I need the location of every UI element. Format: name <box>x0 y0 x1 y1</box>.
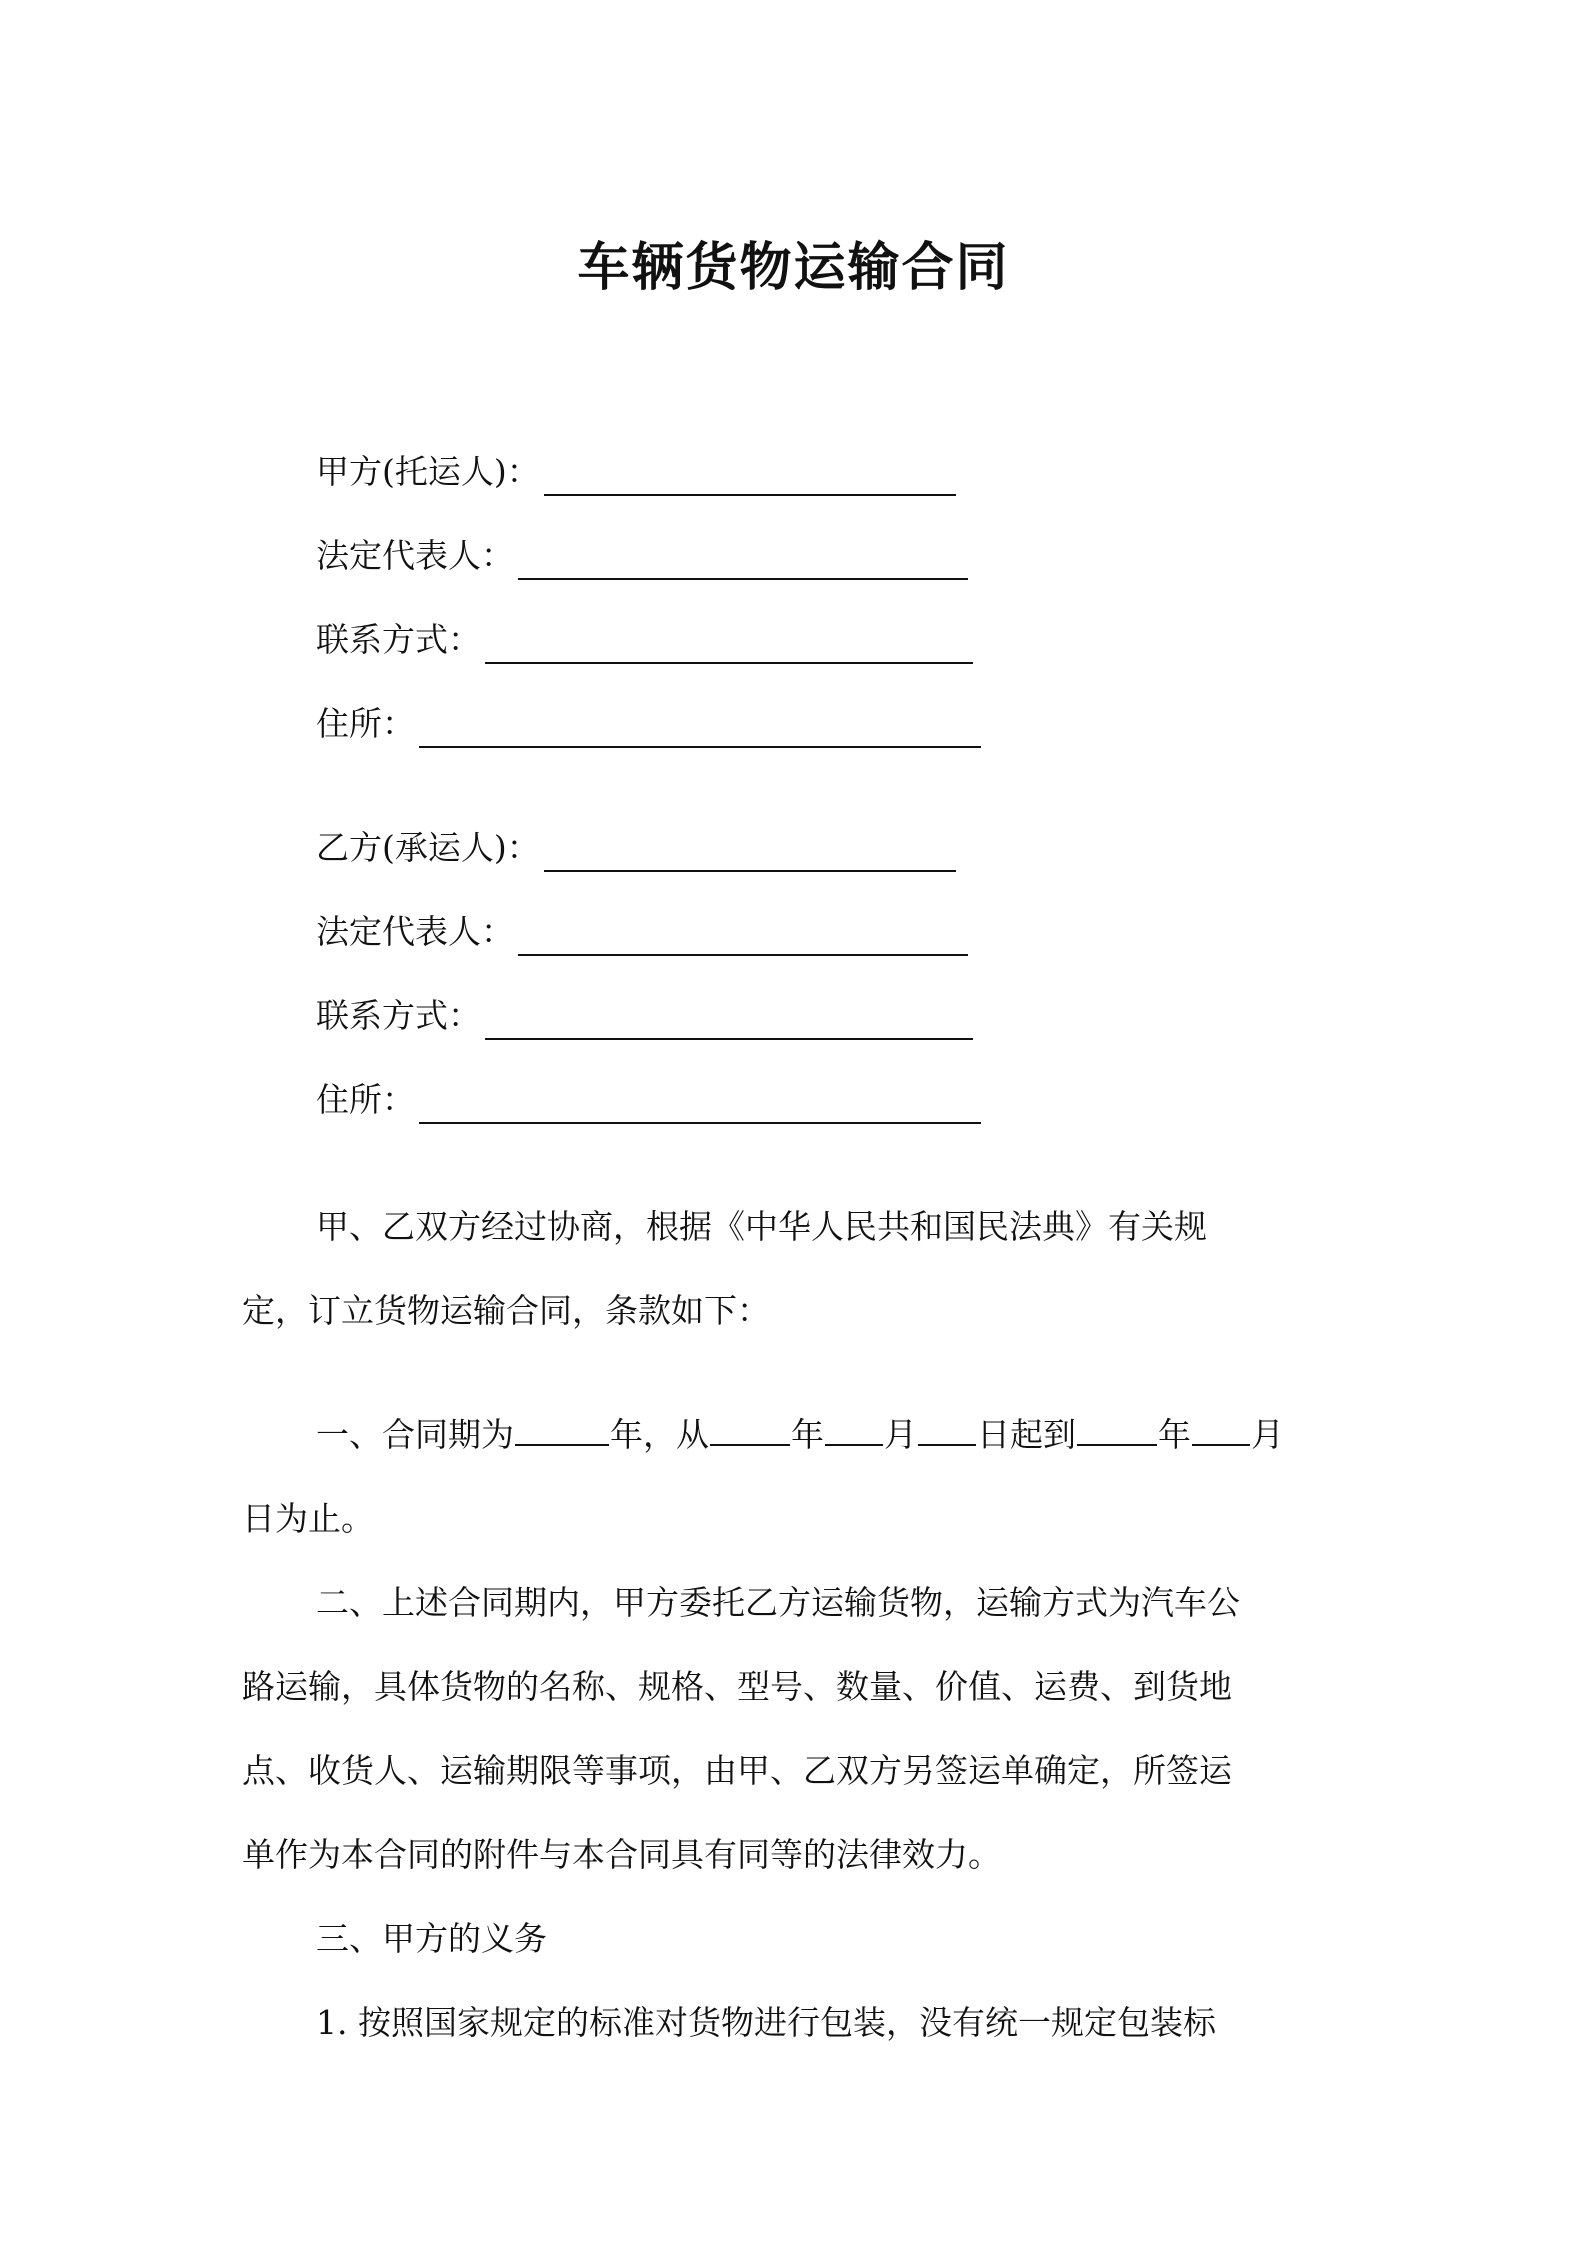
clause-1-line-1 <box>242 1394 1342 1476</box>
party-a-rep-label: 法定代表人： <box>316 536 514 575</box>
party-b-address-blank[interactable] <box>419 1082 981 1124</box>
clause-1-text-year-2: 年 <box>1158 1415 1191 1454</box>
start-month-blank[interactable] <box>825 1408 883 1446</box>
preamble-line-1 <box>242 1186 1342 1268</box>
clause-3-heading-text: 三、甲方的义务 <box>316 1919 547 1958</box>
clause-2-text-1: 二、上述合同期内，甲方委托乙方运输货物，运输方式为汽车公 <box>316 1583 1240 1622</box>
clause-1-text-term: 一、合同期为 <box>316 1415 514 1454</box>
party-b-rep-field <box>316 908 968 956</box>
party-b-name-field <box>316 824 956 872</box>
party-b-address-field <box>316 1076 981 1124</box>
clause-3-item-1 <box>242 1982 1342 2064</box>
preamble-text-1: 甲、乙双方经过协商，根据《中华人民共和国民法典》有关规 <box>316 1207 1207 1246</box>
end-month-blank[interactable] <box>1192 1408 1250 1446</box>
party-b-contact-blank[interactable] <box>485 998 973 1040</box>
clause-2-line-4: 单作为本合同的附件与本合同具有同等的法律效力。 <box>242 1835 1001 1874</box>
clause-1-text-month: 月 <box>884 1415 917 1454</box>
start-year-blank[interactable] <box>710 1408 790 1446</box>
party-b-contact-field <box>316 992 973 1040</box>
clause-3-item-1-text: 1. 按照国家规定的标准对货物进行包装，没有统一规定包装标 <box>316 2003 1216 2042</box>
party-b-name-label: 乙方(承运人)： <box>316 828 540 867</box>
clause-1-text-from: 年，从 <box>610 1415 709 1454</box>
party-b-rep-blank[interactable] <box>518 914 968 956</box>
party-b-name-blank[interactable] <box>544 830 956 872</box>
clause-1-text-year: 年 <box>791 1415 824 1454</box>
clause-1-line-2: 日为止。 <box>242 1499 374 1538</box>
party-a-name-label: 甲方(托运人)： <box>316 452 540 491</box>
clause-2-line-2: 路运输，具体货物的名称、规格、型号、数量、价值、运费、到货地 <box>242 1667 1232 1706</box>
party-a-name-field <box>316 448 956 496</box>
clause-2-line-3: 点、收货人、运输期限等事项，由甲、乙双方另签运单确定，所签运 <box>242 1751 1232 1790</box>
clause-1-text-to: 日起到 <box>977 1415 1076 1454</box>
term-years-blank[interactable] <box>515 1408 609 1446</box>
clause-2-line-1 <box>242 1562 1342 1644</box>
party-b-contact-label: 联系方式： <box>316 996 481 1035</box>
party-b-address-label: 住所： <box>316 1080 415 1119</box>
end-year-blank[interactable] <box>1077 1408 1157 1446</box>
clause-3-heading <box>242 1898 1342 1980</box>
preamble-line-2: 定，订立货物运输合同，条款如下： <box>242 1291 770 1330</box>
party-a-address-blank[interactable] <box>419 706 981 748</box>
party-a-rep-blank[interactable] <box>518 538 968 580</box>
party-a-address-label: 住所： <box>316 704 415 743</box>
clause-1-text-month-2: 月 <box>1251 1415 1284 1454</box>
party-a-name-blank[interactable] <box>544 454 956 496</box>
party-a-contact-label: 联系方式： <box>316 620 481 659</box>
document-title: 车辆货物运输合同 <box>577 237 1010 298</box>
start-day-blank[interactable] <box>918 1408 976 1446</box>
party-a-rep-field <box>316 532 968 580</box>
party-b-rep-label: 法定代表人： <box>316 912 514 951</box>
party-a-contact-blank[interactable] <box>485 622 973 664</box>
party-a-contact-field <box>316 616 973 664</box>
party-a-address-field <box>316 700 981 748</box>
